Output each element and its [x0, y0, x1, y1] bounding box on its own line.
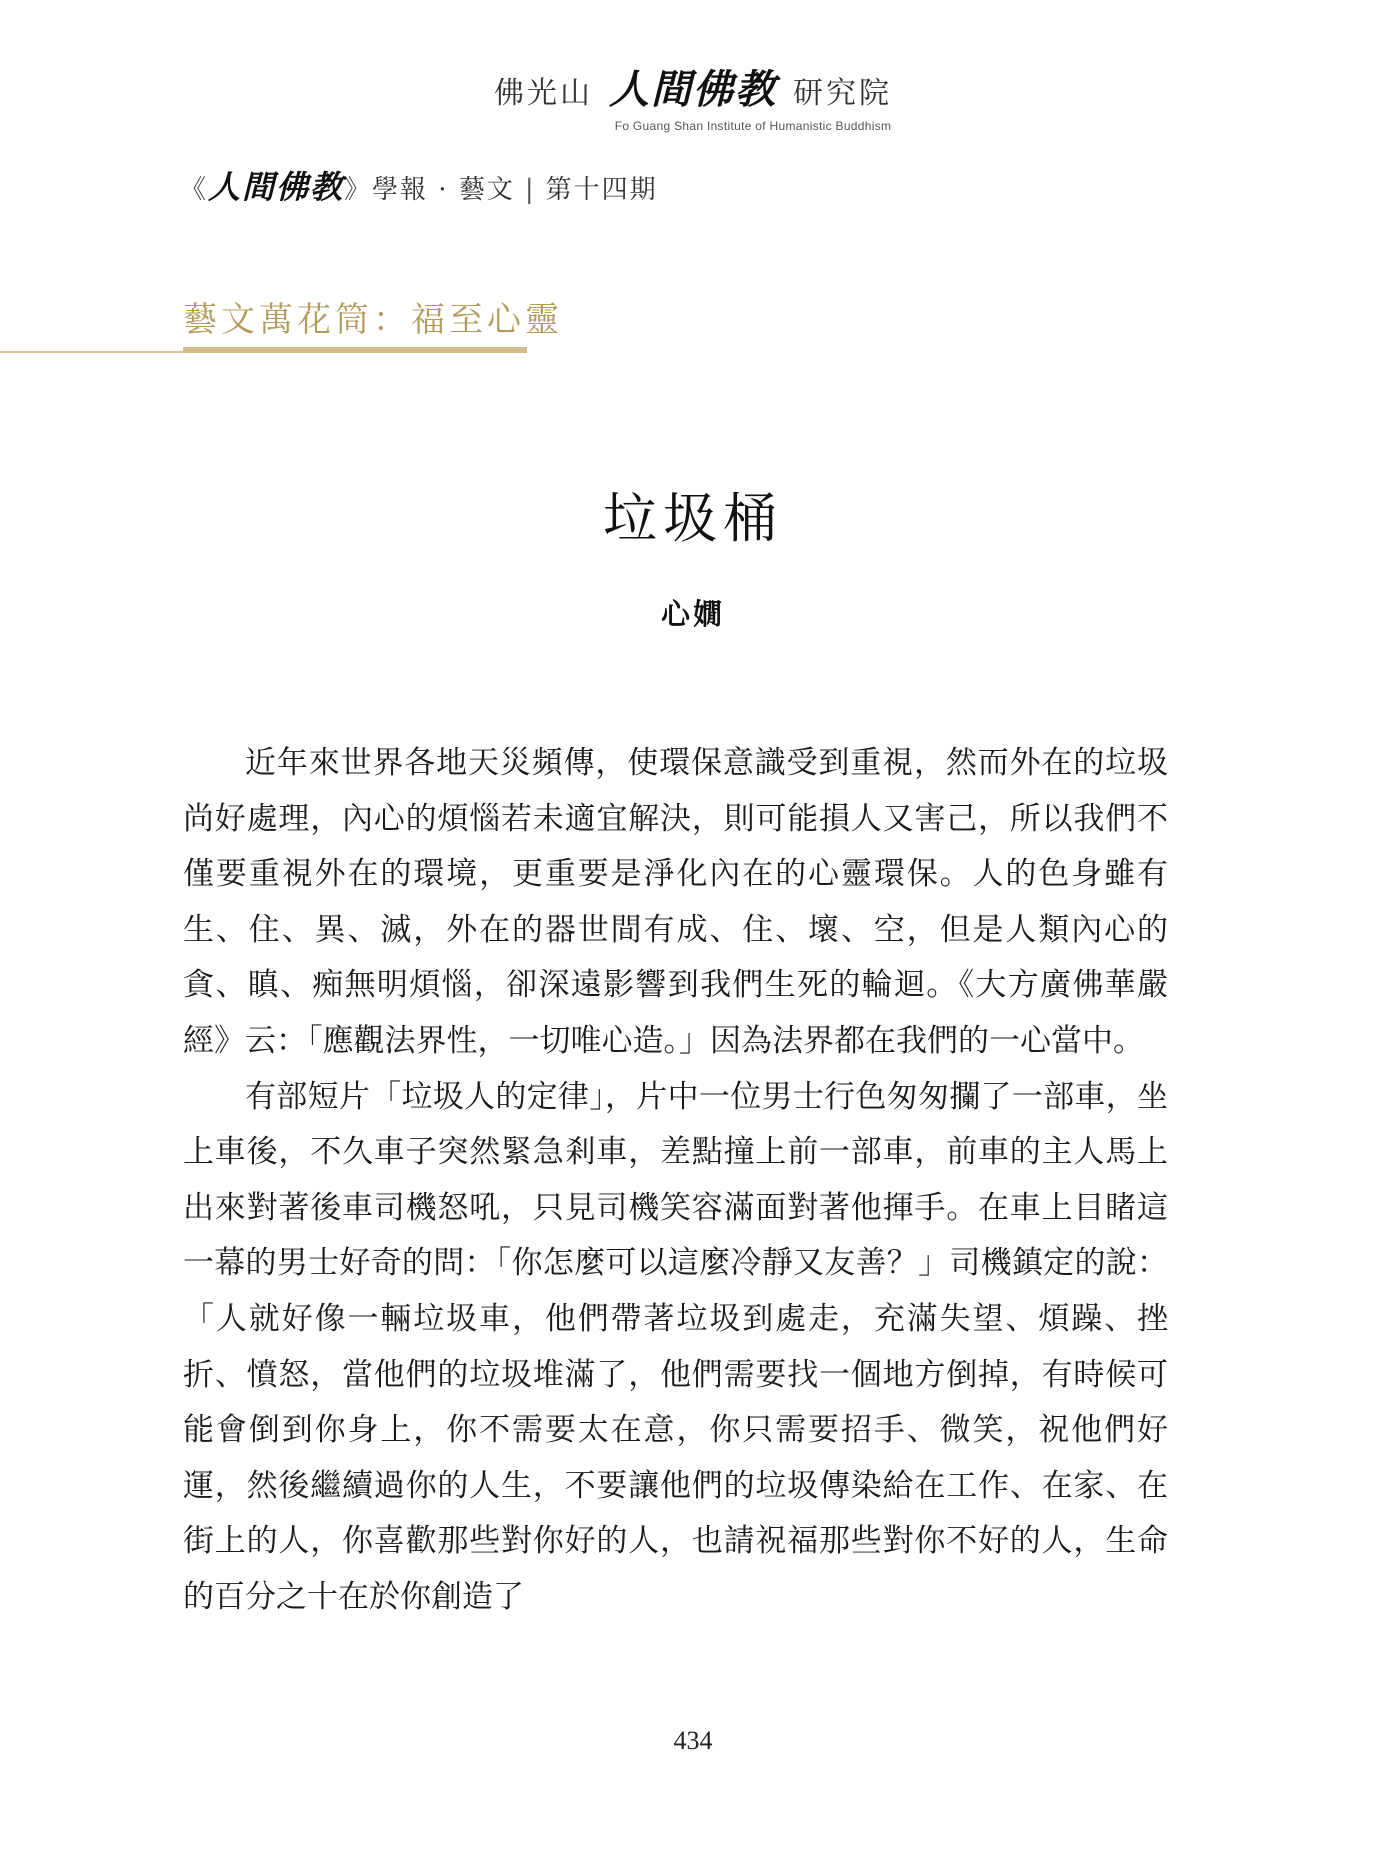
body-paragraph: 有部短片「垃圾人的定律」，片中一位男士行色匆匆攔了一部車，坐上車後，不久車子突然緊急剎車，差點撞上前一部車，前車的主人馬上出來對著後車司機怒吼，只見司機笑容滿面對著他揮手。在車上目睹這一幕的男士好奇的問：「你怎麼可以這麼冷靜又友善？」司機鎮定的說：「人就好像一輛垃圾車，他們帶著垃圾到處走，充滿失望、煩躁、挫折、憤怒，當他們的垃圾堆滿了，他們需要找一個地方倒掉，有時候可能會倒到你身上，你不需要太在意，你只需要招手、微笑，祝他們好運，然後繼續過你的人生，不要讓他們的垃圾傳染給在工作、在家、在街上的人，你喜歡那些對你好的人，也請祝福那些對你不好的人，生命的百分之十在於你創造了 — [183, 1078, 1168, 1615]
article-author: 心嫺 — [660, 597, 725, 631]
journal-issue: 第十四期 — [545, 175, 658, 205]
institute-name — [0, 58, 1386, 115]
article-title: 垃圾桶 — [603, 487, 783, 550]
article-body — [183, 736, 1168, 1626]
journal-logo: 人間佛教 — [208, 168, 345, 206]
institute-prefix: 佛光山 — [494, 76, 593, 111]
journal-open-bracket: 《 — [180, 175, 209, 205]
journal-close-bracket: 》 — [344, 175, 373, 205]
institute-header — [0, 58, 1386, 133]
journal-separator: | — [524, 175, 536, 205]
institute-english-name: Fo Guang Shan Institute of Humanistic Buddhism — [614, 119, 892, 133]
journal-section: 學報 · 藝文 — [372, 175, 515, 205]
section-title: 藝文萬花筒：福至心靈 — [183, 300, 563, 340]
page-number: 434 — [673, 1726, 713, 1755]
body-paragraph: 近年來世界各地天災頻傳，使環保意識受到重視，然而外在的垃圾尚好處理，內心的煩惱若未適宜解決，則可能損人又害己，所以我們不僅要重視外在的環境，更重要是淨化內在的心靈環保。人的色身雖有生、住、異、滅，外在的器世間有成、住、壞、空，但是人類內心的貪、瞋、痴無明煩惱，卻深遠影響到我們生死的輪迴。《大方廣佛華嚴經》云：「應觀法界性，一切唯心造。」因為法界都在我們的一心當中。 — [183, 745, 1168, 1059]
institute-logo: 人間佛教 — [609, 66, 777, 113]
journal-running-header — [180, 162, 658, 208]
section-rule-thin — [0, 351, 183, 353]
section-rule — [183, 347, 527, 353]
institute-suffix: 研究院 — [793, 76, 892, 111]
